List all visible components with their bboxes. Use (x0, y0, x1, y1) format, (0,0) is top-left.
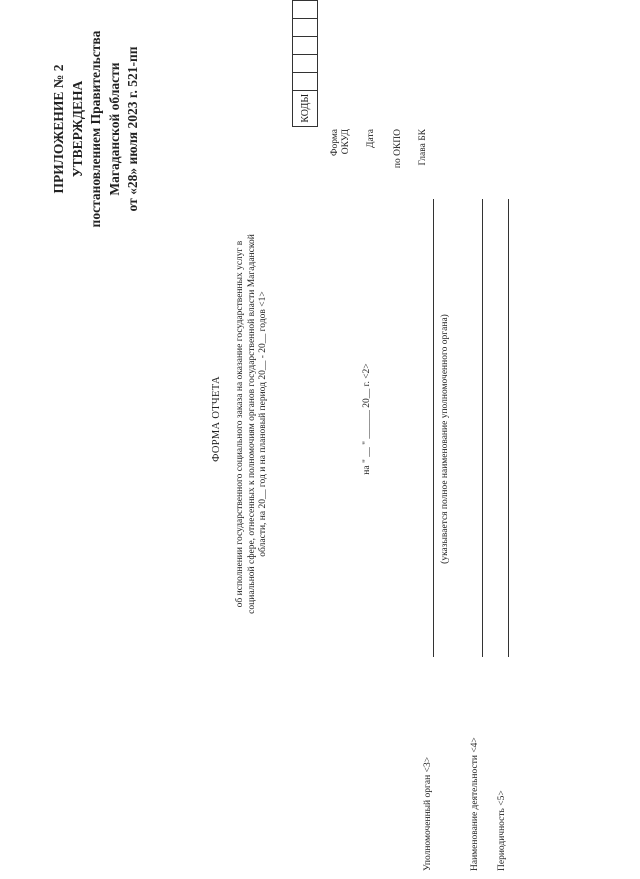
report-date: на " __ " ______ 20__ г. <2> (362, 363, 372, 475)
authorized-body-line[interactable] (433, 199, 434, 657)
activity-name-label: Наименование деятельности <4> (470, 737, 480, 871)
date-label: Дата (366, 129, 376, 148)
description-line-2: социальной сфере, отнесенных к полномочиям органов государственной власти Магаданской (246, 234, 257, 614)
okud-label (330, 129, 352, 189)
okud-label-1: Форма (330, 129, 340, 157)
appendix-number: ПРИЛОЖЕНИЕ № 2 (51, 64, 66, 194)
okud-label-2: ОКУД (341, 129, 351, 155)
activity-name-line[interactable] (482, 199, 483, 657)
form-description (235, 174, 270, 674)
codes-table (292, 0, 318, 127)
code-glava-cell[interactable] (293, 18, 318, 36)
authorized-body-hint: (указывается полное наименование уполномоченного органа) (440, 314, 450, 564)
approved-label: УТВЕРЖДЕНА (69, 80, 85, 178)
periodicity-line[interactable] (508, 199, 509, 657)
authorized-body-label: Уполномоченный орган <3> (423, 756, 433, 871)
description-line-1: об исполнении государственного социального заказа на оказание государственных услуг в (235, 240, 245, 608)
resolution-line-1: постановлением Правительства (88, 30, 103, 228)
glava-bk-label: Глава БК (418, 129, 428, 166)
periodicity-label: Периодичность <5> (497, 790, 507, 871)
description-line-3: области, на 20__ год и на плановый период 20__ - 20__ годов <1> (258, 291, 268, 557)
form-title: ФОРМА ОТЧЕТА (211, 376, 222, 462)
code-extra-cell[interactable] (293, 1, 318, 19)
appendix-header (50, 0, 143, 259)
resolution-date: от «28» июля 2023 г. 521-пп (125, 46, 140, 212)
resolution-line-2: Магаданской области (106, 62, 122, 196)
code-okpo-cell[interactable] (293, 36, 318, 54)
codes-header: КОДЫ (293, 90, 318, 126)
code-okud-cell[interactable] (293, 72, 318, 90)
code-date-cell[interactable] (293, 54, 318, 72)
okpo-label: по ОКПО (393, 129, 403, 169)
